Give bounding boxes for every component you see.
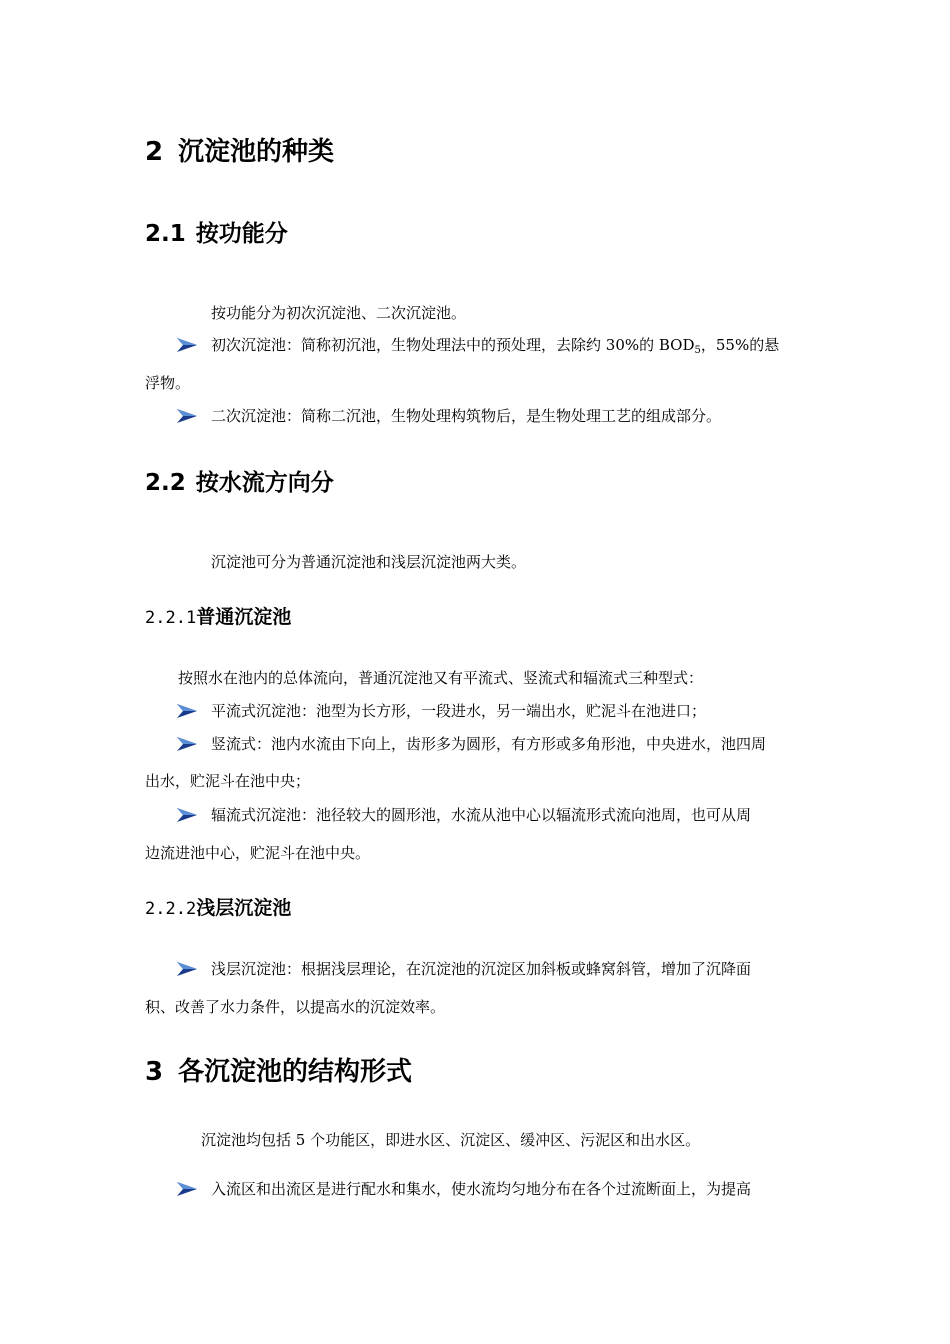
paragraph-2-2-intro: 沉淀池可分为普通沉淀池和浅层沉淀池两大类。	[211, 553, 527, 571]
section-number: 3	[145, 1057, 164, 1087]
subsubsection-heading-2-2-1	[145, 604, 291, 631]
section-heading-3	[145, 1056, 412, 1088]
paragraph-2-1-intro: 按功能分为初次沉淀池、二次沉淀池。	[211, 304, 467, 322]
subsubsection-number: 2.2.1	[145, 608, 197, 628]
paragraph-3-intro: 沉淀池均包括 5 个功能区，即进水区、沉淀区、缓冲区、污泥区和出水区。	[201, 1131, 701, 1149]
paragraph-2-2-1-intro: 按照水在池内的总体流向，普通沉淀池又有平流式、竖流式和辐流式三种型式：	[178, 669, 704, 687]
bullet-secondary-clarifier: 二次沉淀池：简称二沉池，生物处理构筑物后，是生物处理工艺的组成部分。	[211, 407, 722, 425]
bod-subscript: 5	[694, 345, 701, 356]
section-title: 各沉淀池的结构形式	[178, 1057, 413, 1087]
arrow-bullet-icon	[177, 409, 197, 423]
arrow-bullet-icon	[177, 737, 197, 751]
arrow-bullet-icon	[177, 338, 197, 352]
subsection-number: 2.2	[145, 470, 186, 496]
subsection-title: 按水流方向分	[195, 470, 334, 496]
bullet-shallow-settling-cont: 积、改善了水力条件，以提高水的沉淀效率。	[145, 998, 446, 1016]
arrow-bullet-icon	[177, 704, 197, 718]
subsubsection-number: 2.2.2	[145, 899, 197, 919]
section-heading-2	[145, 136, 334, 168]
bullet-shallow-settling: 浅层沉淀池：根据浅层理论，在沉淀池的沉淀区加斜板或蜂窝斜管，增加了沉降面	[211, 960, 752, 978]
section-number: 2	[145, 137, 164, 167]
bullet-text-end: ，55%的悬	[700, 336, 780, 354]
bullet-primary-clarifier	[211, 334, 779, 362]
bullet-vertical-flow-cont: 出水，贮泥斗在池中央；	[145, 772, 311, 790]
subsection-number: 2.1	[145, 221, 186, 247]
arrow-bullet-icon	[177, 1182, 197, 1196]
arrow-bullet-icon	[177, 962, 197, 976]
bullet-inflow-outflow: 入流区和出流区是进行配水和集水，使水流均匀地分布在各个过流断面上，为提高	[211, 1180, 752, 1198]
bullet-radial-flow-cont: 边流进池中心，贮泥斗在池中央。	[145, 844, 371, 862]
subsubsection-title: 浅层沉淀池	[196, 897, 292, 919]
subsection-title: 按功能分	[195, 221, 288, 247]
bullet-primary-clarifier-cont: 浮物。	[145, 374, 191, 392]
bullet-text: 初次沉淀池：简称初沉池，生物处理法中的预处理，去除约 30%的 BOD	[211, 336, 695, 354]
section-title: 沉淀池的种类	[178, 137, 335, 167]
subsubsection-heading-2-2-2	[145, 895, 291, 922]
bullet-horizontal-flow: 平流式沉淀池：池型为长方形，一段进水，另一端出水，贮泥斗在池进口；	[211, 702, 707, 720]
subsubsection-title: 普通沉淀池	[196, 606, 292, 628]
bullet-vertical-flow: 竖流式：池内水流由下向上，齿形多为圆形，有方形或多角形池，中央进水，池四周	[211, 735, 767, 753]
arrow-bullet-icon	[177, 808, 197, 822]
subsection-heading-2-1	[145, 219, 288, 249]
bullet-radial-flow: 辐流式沉淀池：池径较大的圆形池，水流从池中心以辐流形式流向池周，也可从周	[211, 806, 752, 824]
subsection-heading-2-2	[145, 468, 334, 498]
